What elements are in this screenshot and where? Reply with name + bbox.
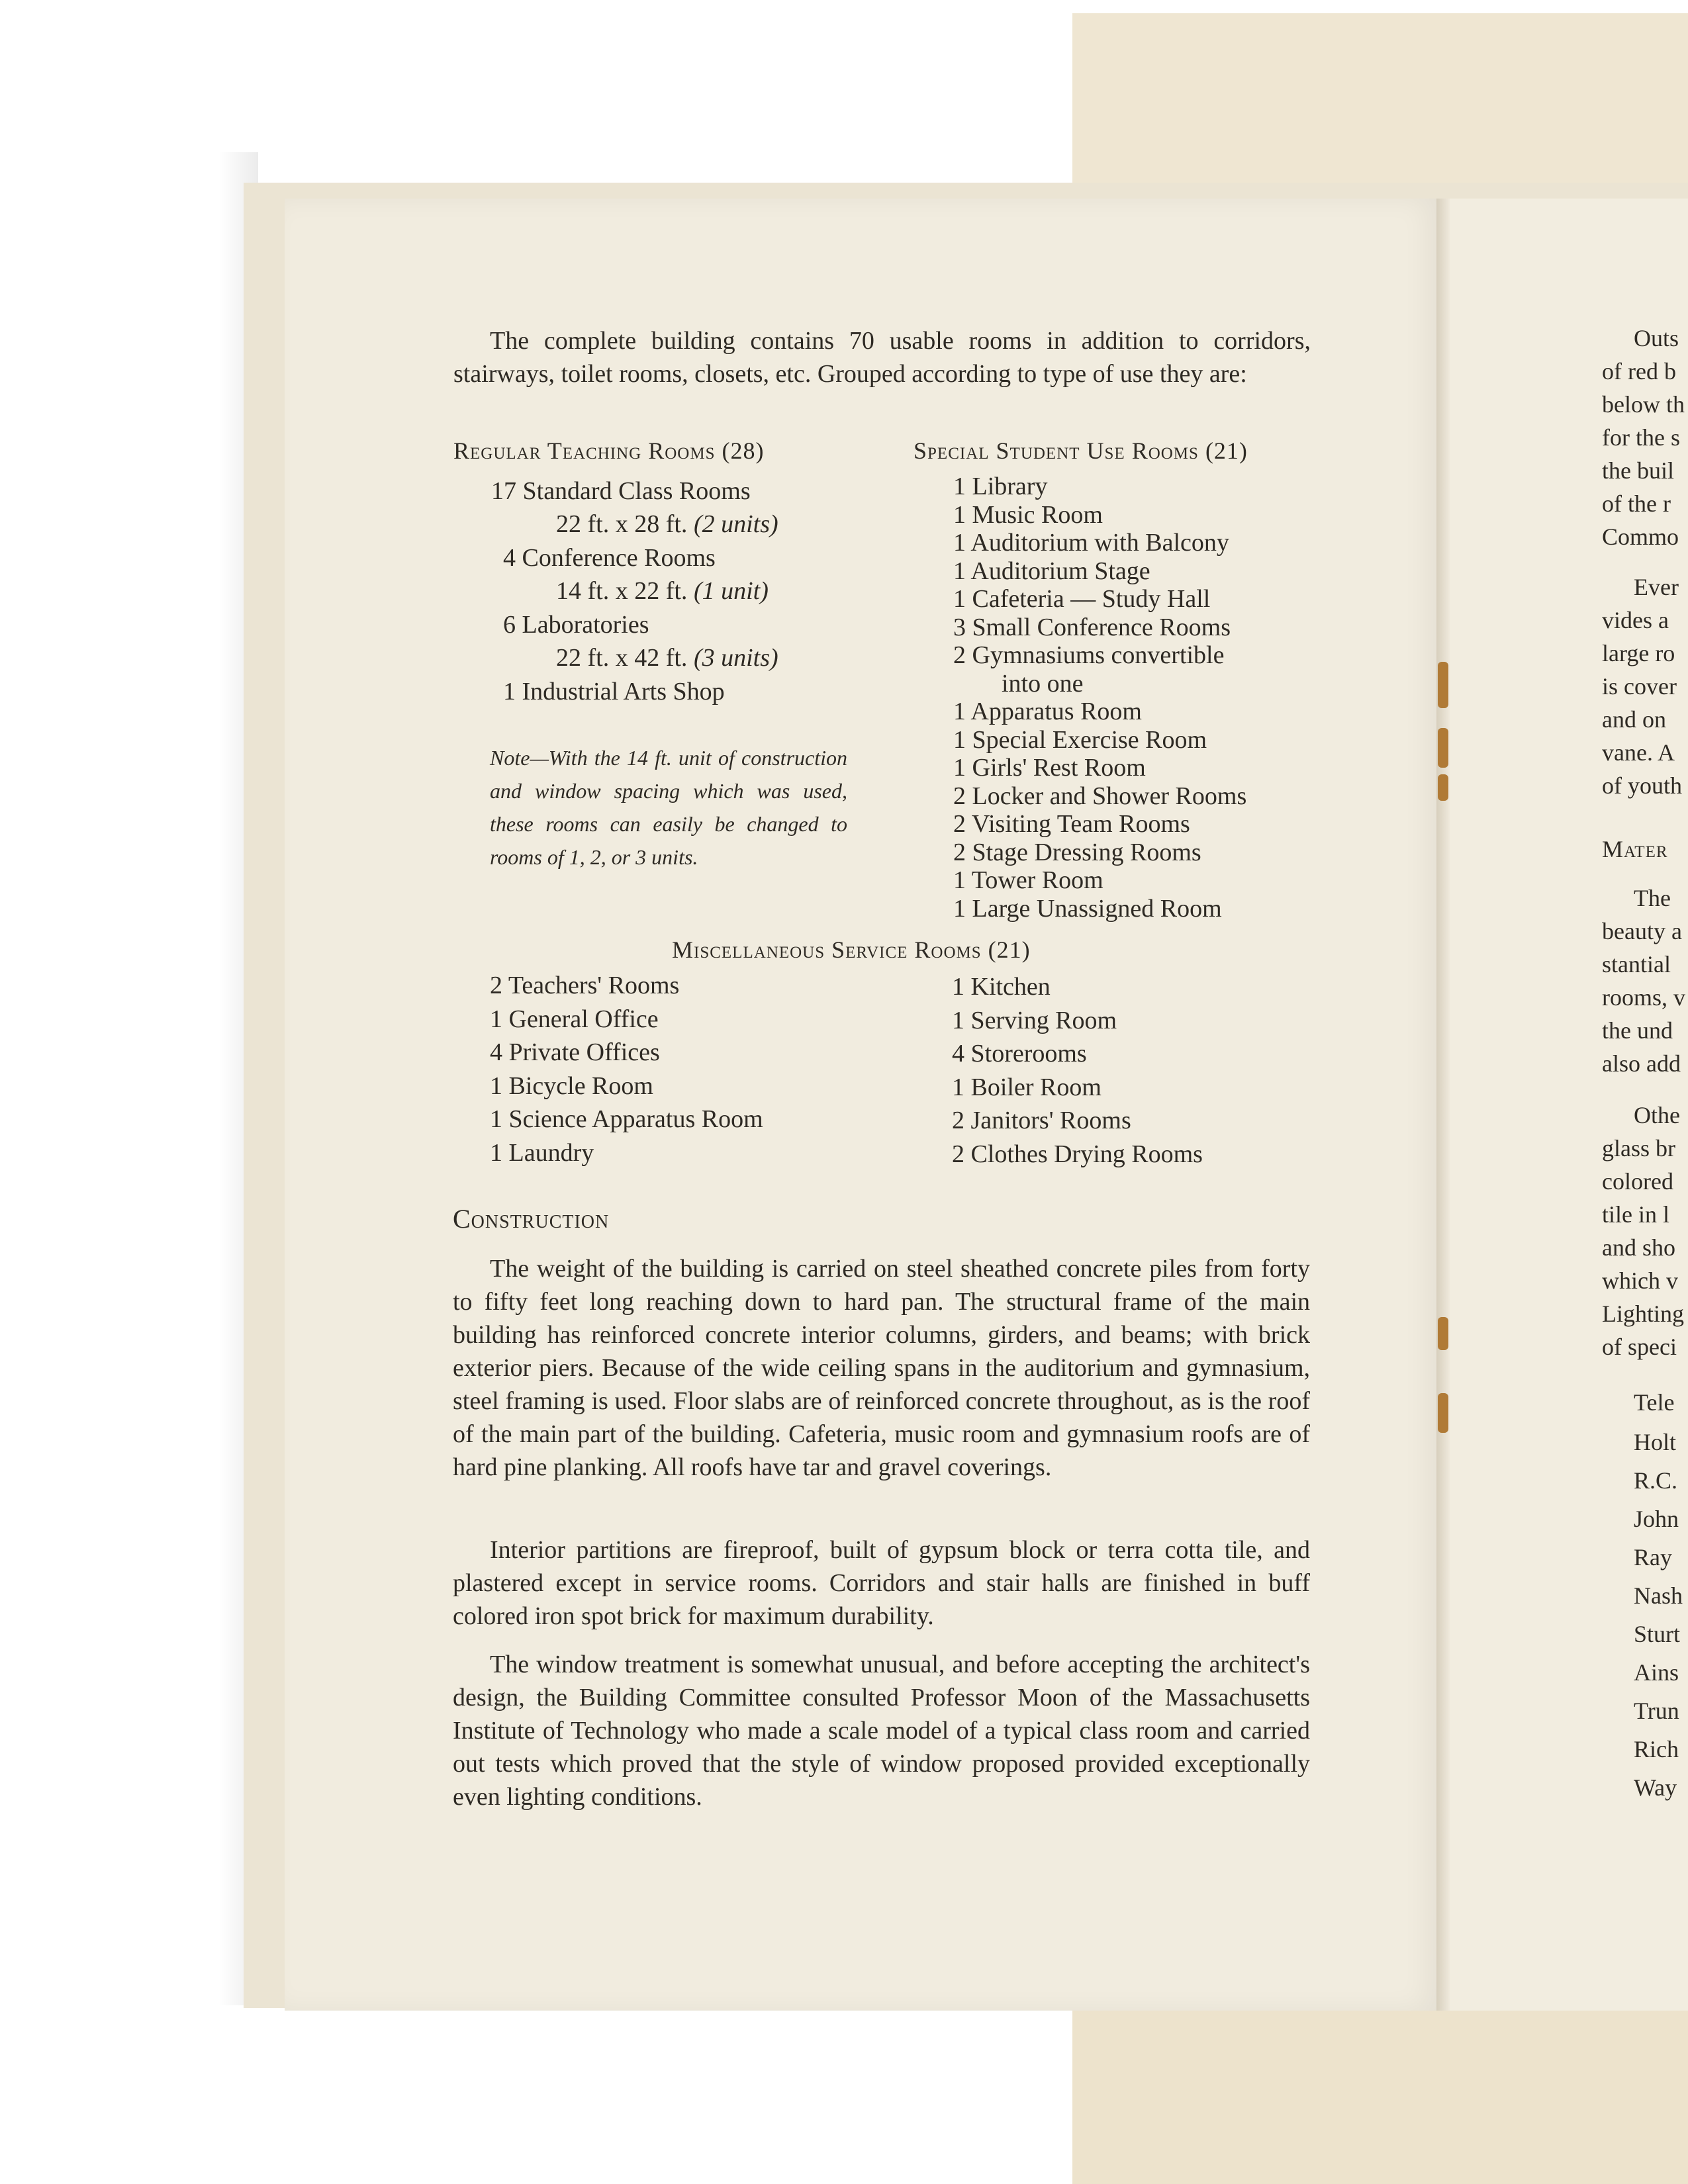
binding-thread-stain <box>1438 1317 1448 1350</box>
list-item: 4 Storerooms <box>952 1040 1087 1068</box>
right-fragment: Ever <box>1634 574 1679 600</box>
right-fragment-name: Nash <box>1634 1582 1683 1609</box>
right-fragment: Outs <box>1634 325 1679 351</box>
standard-room-size <box>556 508 778 541</box>
binding-thread-stain <box>1438 662 1448 708</box>
right-fragment-name: Way <box>1634 1774 1677 1801</box>
right-fragment: Commo <box>1602 523 1679 550</box>
right-fragment: which v <box>1602 1267 1678 1294</box>
right-fragment: large ro <box>1602 640 1675 666</box>
list-item: 3 Small Conference Rooms <box>953 613 1231 641</box>
right-fragment: beauty a <box>1602 918 1682 944</box>
list-item: 2 Janitors' Rooms <box>952 1107 1131 1134</box>
right-fragment-name: Ray <box>1634 1544 1672 1570</box>
binding-thread-stain <box>1438 728 1448 768</box>
right-fragment: Lighting <box>1602 1300 1684 1327</box>
right-fragment: the und <box>1602 1017 1673 1044</box>
list-item: 1 Auditorium with Balcony <box>953 529 1229 557</box>
right-fragment: of youth <box>1602 772 1682 799</box>
right-fragment: of the r <box>1602 490 1671 517</box>
right-fragment: the buil <box>1602 457 1674 484</box>
right-fragment-heading: Mater <box>1602 836 1668 862</box>
list-item: 1 Cafeteria — Study Hall <box>953 585 1211 613</box>
unit-count: (1 unit) <box>693 577 769 605</box>
list-item: 2 Visiting Team Rooms <box>953 810 1190 838</box>
list-item: 2 Stage Dressing Rooms <box>953 838 1201 866</box>
standard-class-rooms: 17 Standard Class Rooms <box>491 477 751 505</box>
list-item: 1 Boiler Room <box>952 1073 1102 1101</box>
right-fragment: also add <box>1602 1050 1681 1077</box>
backing-sheet-bottom <box>1072 1985 1688 2184</box>
right-fragment: rooms, v <box>1602 984 1685 1011</box>
list-item: 2 Gymnasiums convertible <box>953 641 1225 669</box>
industrial-arts-shop: 1 Industrial Arts Shop <box>503 678 725 705</box>
list-item: 1 Auditorium Stage <box>953 557 1150 585</box>
book-gutter <box>1436 199 1450 2011</box>
construction-heading: Construction <box>453 1204 610 1234</box>
right-fragment: and sho <box>1602 1234 1675 1261</box>
list-item: 1 Bicycle Room <box>490 1071 653 1100</box>
binding-thread-stain <box>1438 1393 1448 1433</box>
construction-paragraph-3: The window treatment is somewhat unusual, and before accepting the architect's design, the Building Committee consulted Professor Moon of the Massachusetts Institute of Technology who made a scale model of a typical class room and carried out tests which proved that the style of window proposed provided exceptionally even lighting conditions. <box>453 1651 1310 1811</box>
list-item: 1 Tower Room <box>953 866 1103 894</box>
list-item: 1 Laundry <box>490 1138 594 1167</box>
laboratory-size <box>556 642 778 674</box>
regular-teaching-heading: Regular Teaching Rooms (28) <box>453 437 765 464</box>
list-item: 2 Locker and Shower Rooms <box>953 782 1247 810</box>
size-text: 14 ft. x 22 ft. <box>556 577 688 605</box>
unit-construction-note: Note—With the 14 ft. unit of construction and window spacing which was used, these rooms can easily be changed to rooms of 1, 2, or 3 units. <box>490 746 847 869</box>
list-item: 4 Private Offices <box>490 1038 660 1066</box>
right-fragment: The <box>1634 885 1671 911</box>
unit-count: (2 units) <box>693 510 778 538</box>
right-fragment-name: Holt <box>1634 1429 1677 1455</box>
right-fragment-name: Rich <box>1634 1736 1679 1762</box>
unit-count: (3 units) <box>693 644 778 672</box>
construction-paragraph-1: The weight of the building is carried on steel sheathed concrete piles from forty to fifty feet long reaching down to hard pan. The structural frame of the main building has reinforced concrete interior columns, girders, and beams; with brick exterior piers. Because of the wide ceiling spans in the auditorium and gymnasium, steel framing is used. Floor slabs are of reinforced concrete throughout, as is the roof of the main part of the building. Cafeteria, music room and gymnasium roofs are of hard pine planking. All roofs have tar and gravel coverings. <box>453 1255 1310 1481</box>
conference-rooms: 4 Conference Rooms <box>503 544 716 572</box>
list-item: 1 Special Exercise Room <box>953 725 1207 754</box>
list-item: 2 Teachers' Rooms <box>490 972 680 999</box>
list-item: into one <box>1002 669 1084 698</box>
special-student-heading: Special Student Use Rooms (21) <box>914 437 1248 464</box>
right-fragment: vides a <box>1602 607 1669 633</box>
right-fragment: colored <box>1602 1168 1673 1195</box>
right-fragment-name: Trun <box>1634 1698 1679 1724</box>
conference-room-size <box>556 575 769 608</box>
right-fragment: below th <box>1602 391 1685 418</box>
list-item: 1 Science Apparatus Room <box>490 1105 763 1133</box>
special-student-list <box>953 473 1246 923</box>
right-fragment: vane. A <box>1602 739 1675 766</box>
right-fragment-name: R.C. <box>1634 1467 1678 1494</box>
laboratories: 6 Laboratories <box>503 611 649 639</box>
binding-thread-stain <box>1438 774 1448 801</box>
right-fragment: of red b <box>1602 358 1676 385</box>
list-item: 2 Clothes Drying Rooms <box>952 1140 1203 1168</box>
right-fragment-name: Tele <box>1634 1389 1675 1416</box>
list-item: 1 Library <box>953 473 1048 500</box>
right-fragment: is cover <box>1602 673 1677 700</box>
list-item: 1 Serving Room <box>952 1006 1117 1034</box>
right-fragment-name: Ains <box>1634 1659 1679 1686</box>
right-fragment: tile in l <box>1602 1201 1669 1228</box>
right-fragment: glass br <box>1602 1135 1675 1161</box>
list-item: 1 Large Unassigned Room <box>953 894 1222 923</box>
misc-service-heading: Miscellaneous Service Rooms (21) <box>672 936 1031 963</box>
right-fragment: of speci <box>1602 1334 1677 1360</box>
list-item: 1 Girls' Rest Room <box>953 754 1146 782</box>
intro-paragraph: The complete building contains 70 usable rooms in addition to corridors, stairways, toilet rooms, closets, etc. Grouped according to type of use they are: <box>453 327 1311 388</box>
size-text: 22 ft. x 42 ft. <box>556 644 688 672</box>
construction-paragraph-2: Interior partitions are fireproof, built of gypsum block or terra cotta tile, and plastered except in service rooms. Corridors and stair halls are finished in buff colored iron spot brick for maximum durability. <box>453 1536 1310 1630</box>
list-item: 1 Kitchen <box>952 973 1051 1001</box>
right-fragment-name: John <box>1634 1506 1679 1532</box>
size-text: 22 ft. x 28 ft. <box>556 510 688 538</box>
list-item: 1 General Office <box>490 1005 659 1033</box>
right-fragment: for the s <box>1602 424 1680 451</box>
right-fragment: and on <box>1602 706 1666 733</box>
right-fragment: stantial <box>1602 951 1671 978</box>
list-item: 1 Apparatus Room <box>953 698 1142 725</box>
list-item: 1 Music Room <box>953 500 1103 529</box>
misc-service-left-list <box>490 969 763 1169</box>
right-fragment-name: Sturt <box>1634 1621 1681 1647</box>
right-fragment: Othe <box>1634 1102 1680 1128</box>
misc-service-right-list <box>952 970 1203 1171</box>
